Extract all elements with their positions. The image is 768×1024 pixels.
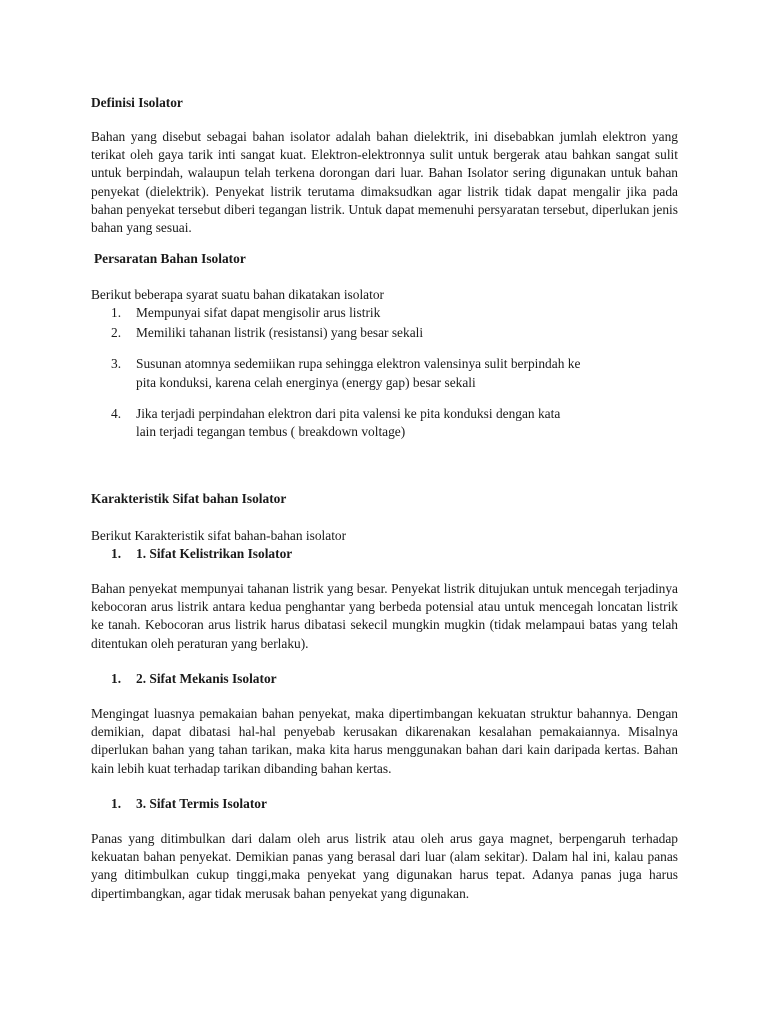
list-number: 4. xyxy=(111,405,122,421)
list-number: 1. xyxy=(111,796,122,811)
paragraph-sifat-mekanis: Mengingat luasnya pemakaian bahan penyekat, maka dipertimbangan kekuatan struktur bahannya. Dengan demikian, dapat dibatasi hal-hal penyebab kerusakan dikarenakan kesalahan pemakaiannya. Misalnya diperlukan bahan yang tahan tarikan, maka kita harus menggunakan bahan dari kain daripada kertas. Bahan kain lebih kuat terhadap tarikan dibanding bahan kertas. xyxy=(91,706,678,776)
list-item-text: Memiliki tahanan listrik (resistansi) yang besar sekali xyxy=(136,325,424,341)
list-item xyxy=(91,405,691,441)
heading-karakteristik-sifat: Karakteristik Sifat bahan Isolator xyxy=(91,491,287,506)
subheading-sifat-termis xyxy=(91,795,691,813)
persaratan-intro: Berikut beberapa syarat suatu bahan dikatakan isolator xyxy=(91,287,384,302)
karakteristik-intro: Berikut Karakteristik sifat bahan-bahan isolator xyxy=(91,528,347,543)
heading-definisi-isolator: Definisi Isolator xyxy=(91,95,183,110)
list-number: 1. xyxy=(111,671,122,686)
subheading-text: 3. Sifat Termis Isolator xyxy=(136,796,267,811)
list-number: 1. xyxy=(111,305,122,320)
subheading-text: 1. Sifat Kelistrikan Isolator xyxy=(136,546,293,561)
paragraph-sifat-termis: Panas yang ditimbulkan dari dalam oleh arus listrik atau oleh arus gaya magnet, berpengaruh terhadap kekuatan bahan penyekat. Demikian panas yang berasal dari luar (alam sekitar). Dalam hal ini, kalau panas yang ditimbulkan cukup tinggi,maka penyekat yang digunakan harus tepat. Adanya panas juga harus dipertimbangkan, agar tidak merusak bahan penyekat yang digunakan. xyxy=(91,831,678,901)
paragraph-definisi: Bahan yang disebut sebagai bahan isolator adalah bahan dielektrik, ini disebabkan jumlah elektron yang terikat oleh gaya tarik inti sangat kuat. Elektron-elektronnya sulit untuk bergerak atau bahkan sangat sulit untuk berpindah, walaupun telah terkena dorongan dari luar. Bahan Isolator sering digunakan untuk bahan penyekat (dielektrik). Penyekat listrik terutama dimaksudkan agar listrik tidak dapat mengalir jika pada bahan penyekat tersebut diberi tegangan listrik. Untuk dapat memenuhi persyaratan tersebut, diperlukan jenis bahan yang sesuai. xyxy=(91,129,678,236)
list-item xyxy=(91,324,691,342)
heading-persaratan-bahan-isolator: Persaratan Bahan Isolator xyxy=(94,251,246,266)
subheading-sifat-kelistrikan xyxy=(91,545,691,563)
list-item xyxy=(91,304,691,322)
list-number: 2. xyxy=(111,325,122,341)
list-number: 3. xyxy=(111,356,122,372)
list-item-text: Mempunyai sifat dapat mengisolir arus listrik xyxy=(136,305,381,320)
list-item-text: Susunan atomnya sedemiikan rupa sehingga elektron valensinya sulit berpindah ke pita konduksi, karena celah energinya (energy gap) besar sekali xyxy=(136,356,581,390)
subheading-sifat-mekanis xyxy=(91,670,691,688)
list-number: 1. xyxy=(111,546,122,561)
subheading-text: 2. Sifat Mekanis Isolator xyxy=(136,671,277,686)
persaratan-list xyxy=(91,304,691,441)
paragraph-sifat-kelistrikan: Bahan penyekat mempunyai tahanan listrik yang besar. Penyekat listrik ditujukan untuk mencegah terjadinya kebocoran arus listrik antara kedua penghantar yang berbeda potensial atau untuk mencegah loncatan listrik ke tanah. Kebocoran arus listrik harus dibatasi sekecil mungkin mugkin (tidak melampaui batas yang telah ditentukan oleh peraturan yang berlaku). xyxy=(91,581,678,651)
list-item xyxy=(91,355,691,391)
list-item-text: Jika terjadi perpindahan elektron dari pita valensi ke pita konduksi dengan kata lain terjadi tegangan tembus ( breakdown voltage) xyxy=(136,405,561,440)
